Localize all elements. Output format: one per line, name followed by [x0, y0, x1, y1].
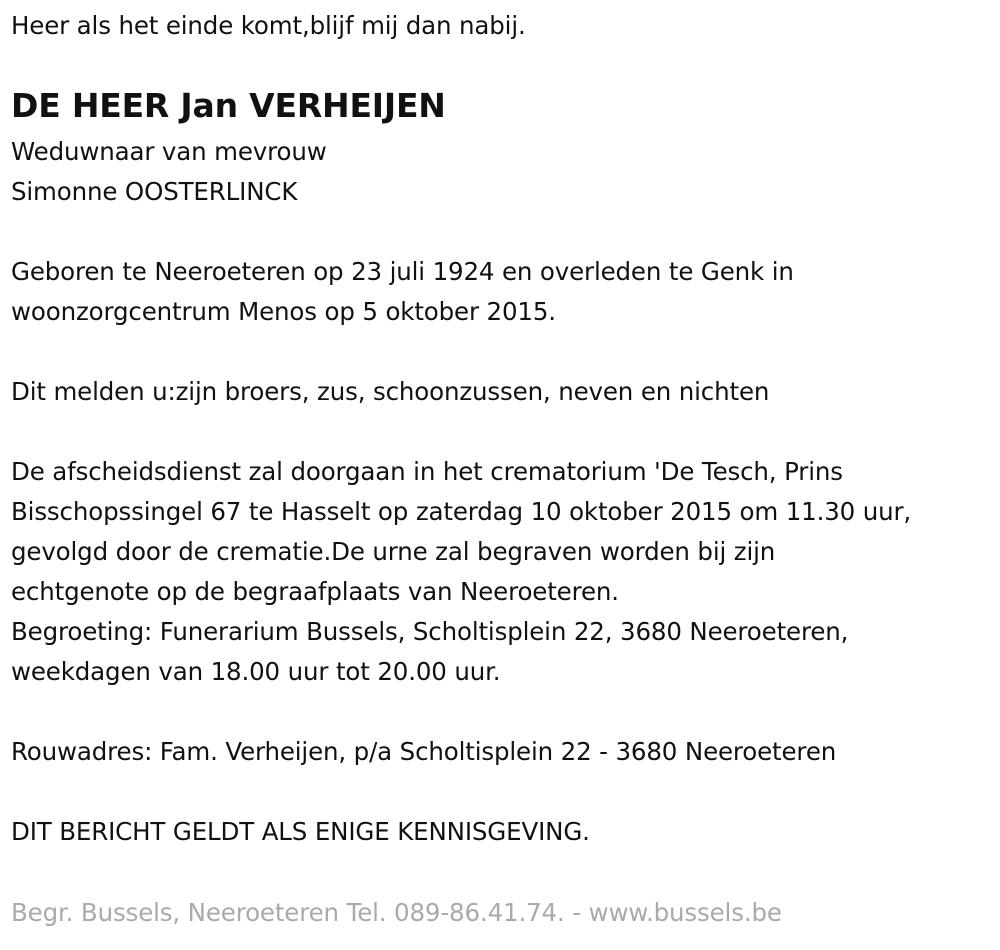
- birth-death-line-2: woonzorgcentrum Menos op 5 oktober 2015.: [11, 297, 556, 326]
- relation-line-2: Simonne OOSTERLINCK: [11, 177, 298, 206]
- service-line-1: De afscheidsdienst zal doorgaan in het crematorium 'De Tesch, Prins: [11, 457, 843, 486]
- service-paragraph: [11, 452, 990, 692]
- relation-line-1: Weduwnaar van mevrouw: [11, 137, 327, 166]
- announcers-line: Dit melden u:zijn broers, zus, schoonzussen, neven en nichten: [11, 377, 770, 406]
- service-line-4: echtgenote op de begraafplaats van Neeroeteren.: [11, 577, 619, 606]
- visitation-line-1: Begroeting: Funerarium Bussels, Scholtisplein 22, 3680 Neeroeteren,: [11, 617, 849, 646]
- notice-paragraph: [11, 812, 990, 852]
- service-line-3: gevolgd door de crematie.De urne zal begraven worden bij zijn: [11, 537, 776, 566]
- deceased-name: DE HEER Jan VERHEIJEN: [11, 86, 446, 125]
- announcers-paragraph: [11, 372, 990, 412]
- service-line-2: Bisschopssingel 67 te Hasselt op zaterdag 10 oktober 2015 om 11.30 uur,: [11, 497, 912, 526]
- visitation-line-2: weekdagen van 18.00 uur tot 20.00 uur.: [11, 657, 501, 686]
- notice-line: DIT BERICHT GELDT ALS ENIGE KENNISGEVING.: [11, 817, 590, 846]
- mourning-address-paragraph: [11, 732, 990, 772]
- birth-death-paragraph: [11, 252, 990, 332]
- opening-verse: Heer als het einde komt,blijf mij dan nabij.: [11, 11, 526, 40]
- mourning-address: Rouwadres: Fam. Verheijen, p/a Scholtisplein 22 - 3680 Neeroeteren: [11, 737, 837, 766]
- funeral-home-footer: Begr. Bussels, Neeroeteren Tel. 089-86.41.74. - www.bussels.be: [11, 898, 782, 927]
- birth-death-line-1: Geboren te Neeroeteren op 23 juli 1924 en overleden te Genk in: [11, 257, 794, 286]
